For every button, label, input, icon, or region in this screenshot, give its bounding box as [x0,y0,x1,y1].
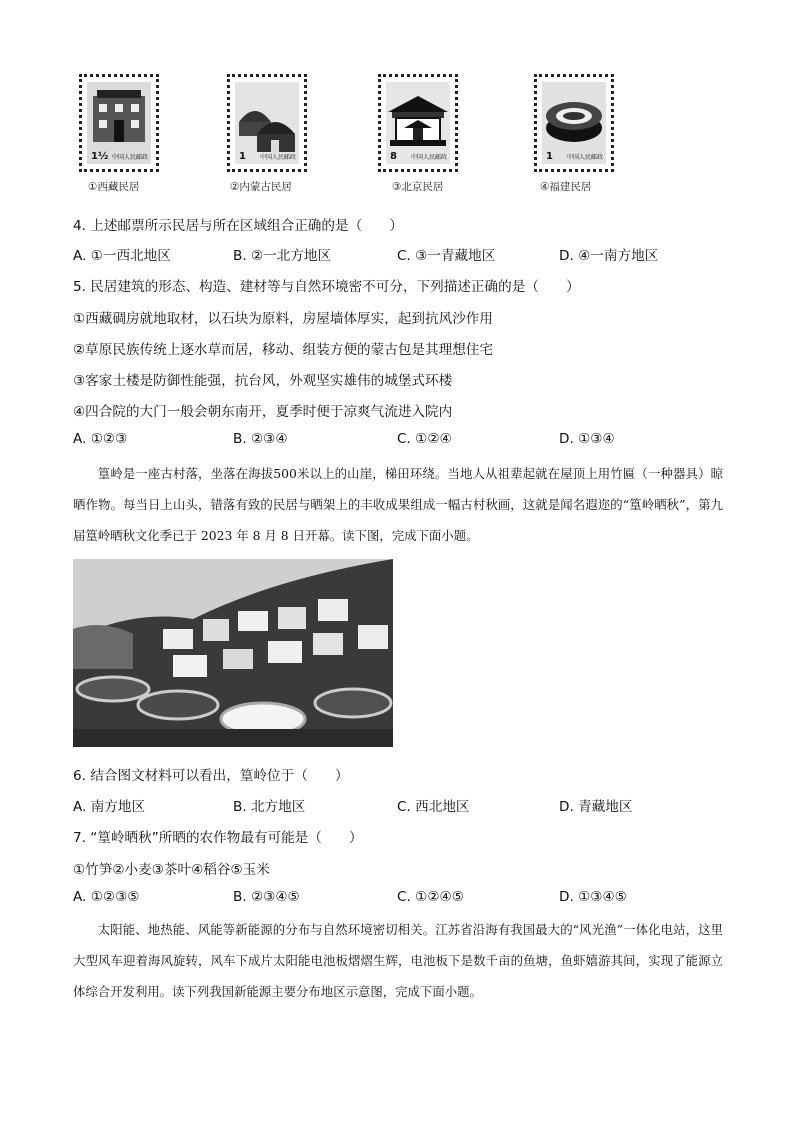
stamp-postal-text: 中国人民邮政 [259,154,296,161]
q4-option-b[interactable]: B. ②一北方地区 [233,248,332,264]
stamp-caption-tibet: ①西藏民居 [88,181,140,193]
q7-statement: ①竹笋②小麦③茶叶④稻谷⑤玉米 [73,862,270,878]
stamp-beijing-image [386,82,450,164]
q6-option-b[interactable]: B. 北方地区 [233,799,306,815]
stamp-denomination: 1 [546,151,553,162]
q4-option-d[interactable]: D. ④一南方地区 [559,248,659,264]
q7-question: 7. “篁岭晒秋”所晒的农作物最有可能是（ ） [73,830,363,846]
stamp-inner-mongolia [227,74,307,172]
q5-option-b[interactable]: B. ②③④ [233,431,288,447]
q7-option-b[interactable]: B. ②③④⑤ [233,889,300,905]
stamp-caption-fujian: ④福建民居 [540,181,592,193]
stamp-denomination: 1½ [91,151,109,162]
stamp-fujian-image [542,82,606,164]
q5-option-d[interactable]: D. ①③④ [559,431,615,447]
q6-option-d[interactable]: D. 青藏地区 [559,799,633,815]
q4-option-c[interactable]: C. ③一青藏地区 [397,248,496,264]
stamp-postal-text: 中国人民邮政 [566,154,603,161]
q5-option-c[interactable]: C. ①②④ [397,431,452,447]
q6-option-a[interactable]: A. 南方地区 [73,799,146,815]
q5-statement-2: ②草原民族传统上逐水草而居，移动、组装方便的蒙古包是其理想住宅 [73,342,493,358]
stamp-tibet [79,74,159,172]
stamp-caption-beijing: ③北京民居 [392,181,444,193]
q4-option-a[interactable]: A. ①一西北地区 [73,248,171,264]
stamp-postal-text: 中国人民邮政 [410,154,447,161]
stamp-denomination: 8 [390,151,397,162]
passage-huangling: 篁岭是一座古村落，坐落在海拔500米以上的山崖，梯田环绕。当地人从祖辈起就在屋顶上用竹匾（一种器具）晾晒作物。每当日上山头，错落有致的民居与晒架上的丰收成果组成一幅古村秋画，这就是闻名遐迩的“篁岭晒秋”，第九届篁岭晒秋文化季已于 2023 年 8 月 8 日开幕。读下图，完成下面小题。 [73,466,723,543]
q6-question: 6. 结合图文材料可以看出，篁岭位于（ ） [73,768,349,784]
q7-option-a[interactable]: A. ①②③⑤ [73,889,140,905]
q4-question: 4. 上述邮票所示民居与所在区域组合正确的是（ ） [73,218,403,234]
q6-option-c[interactable]: C. 西北地区 [397,799,470,815]
huangling-village-photo [73,559,393,747]
stamp-fujian [534,74,614,172]
q7-option-c[interactable]: C. ①②④⑤ [397,889,464,905]
q7-option-d[interactable]: D. ①③④⑤ [559,889,627,905]
stamp-tibet-image [87,82,151,164]
q5-statement-4: ④四合院的大门一般会朝东南开，夏季时便于凉爽气流进入院内 [73,404,453,420]
stamp-caption-inner-mongolia: ②内蒙古民居 [230,181,292,193]
q5-statement-3: ③客家土楼是防御性能强，抗台风，外观坚实雄伟的城堡式环楼 [73,373,453,389]
stamp-inner-mongolia-image [235,82,299,164]
q5-option-a[interactable]: A. ①②③ [73,431,128,447]
q5-question: 5. 民居建筑的形态、构造、建材等与自然环境密不可分，下列描述正确的是（ ） [73,279,580,295]
stamp-beijing [378,74,458,172]
stamp-denomination: 1 [239,151,246,162]
stamp-postal-text: 中国人民邮政 [111,154,148,161]
passage-new-energy: 太阳能、地热能、风能等新能源的分布与自然环境密切相关。江苏省沿海有我国最大的“风光渔”一体化电站，这里大型风车迎着海风旋转，风车下成片太阳能电池板熠熠生辉，电池板下是数千亩的鱼塘，鱼虾嬉游其间，实现了能源立体综合开发利用。读下列我国新能源主要分布地区示意图，完成下面小题。 [73,922,723,999]
q5-statement-1: ①西藏碉房就地取材，以石块为原料，房屋墙体厚实，起到抗风沙作用 [73,311,493,327]
